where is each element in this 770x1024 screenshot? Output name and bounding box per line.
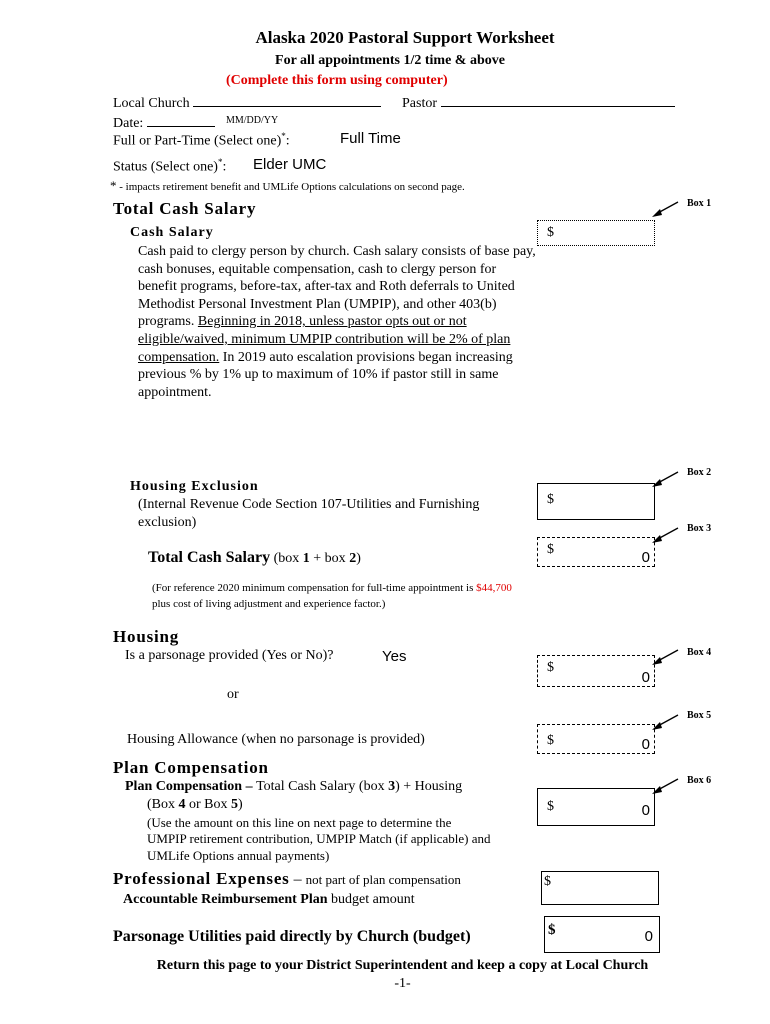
box2-input[interactable] — [537, 483, 655, 520]
box4-label: Box 4 — [687, 647, 712, 658]
box3-arrow-icon — [650, 526, 680, 546]
page-number: -1- — [394, 976, 411, 991]
box6-value: 0 — [641, 802, 650, 819]
plan-compensation-heading: Plan Compensation — [113, 758, 269, 777]
pastor-row — [402, 93, 675, 112]
reference-text: (For reference 2020 minimum compensation for full-time appointment is — [152, 582, 477, 594]
box3-label: Box 3 — [687, 523, 712, 534]
total-close-text: ) — [356, 551, 361, 566]
parsonage-utilities-input[interactable] — [544, 916, 660, 953]
box1-input[interactable] — [537, 220, 655, 246]
box3-currency: $ — [547, 542, 554, 557]
box6-input[interactable] — [537, 788, 655, 826]
date-label: Date: — [113, 116, 144, 131]
total-box2-ref: 2 — [349, 551, 357, 566]
box1-currency: $ — [547, 225, 554, 240]
fulltime-colon: : — [285, 133, 290, 149]
footnote-text: - impacts retirement benefit and UMLife Options calculations on second page. — [116, 181, 465, 193]
or-text: or — [227, 687, 239, 702]
local-church-row — [113, 93, 381, 112]
professional-expenses-currency: $ — [544, 874, 551, 889]
plan-line2-open: (Box — [147, 797, 179, 812]
housing-exclusion-text: (Internal Revenue Code Section 107-Utilities and Furnishing exclusion) — [138, 497, 480, 530]
page-subtitle: For all appointments 1/2 time & above — [275, 53, 505, 68]
accountable-plan-label: Accountable Reimbursement Plan — [123, 892, 328, 907]
box6-arrow-icon — [650, 777, 680, 797]
local-church-field[interactable] — [193, 93, 381, 107]
plan-note-line2: UMPIP retirement contribution, UMPIP Match (if applicable) and — [147, 831, 491, 846]
box2-arrow-icon — [650, 470, 680, 490]
status-asterisk: * — [217, 157, 223, 167]
parsonage-question: Is a parsonage provided (Yes or No)? — [125, 648, 334, 663]
date-field[interactable] — [147, 113, 215, 127]
professional-expenses-input[interactable] — [541, 871, 659, 905]
total-cash-salary-line — [148, 549, 361, 567]
box4-value: 0 — [641, 669, 650, 686]
box3-input[interactable] — [537, 537, 655, 567]
status-row — [113, 157, 226, 176]
fulltime-label: Full or Part-Time (Select one) — [113, 133, 282, 149]
box5-arrow-icon — [650, 713, 680, 733]
status-label: Status (Select one) — [113, 159, 218, 175]
total-box1-ref: 1 — [302, 551, 310, 566]
plan-line2-close: ) — [238, 797, 243, 812]
footer-instruction: Return this page to your District Superintendent and keep a copy at Local Church — [156, 958, 649, 973]
box3-value: 0 — [641, 549, 650, 566]
parsonage-utilities-label: Parsonage Utilities paid directly by Church (budget) — [113, 928, 471, 945]
professional-expenses-dash: – — [289, 871, 306, 888]
fulltime-row — [113, 131, 290, 150]
plan-compensation-line2 — [147, 797, 243, 813]
umpip-underlined-note: Beginning in 2018, unless pastor opts out or not eligible/waived, minimum UMPIP contribution will be 2% of plan compensation. — [138, 314, 511, 365]
fulltime-select[interactable]: Full Time — [340, 130, 401, 147]
cash-salary-description — [138, 243, 538, 401]
professional-expenses-heading: Professional Expenses — [113, 869, 290, 888]
professional-expenses-row — [113, 869, 461, 889]
plan-note-line3: UMLife Options annual payments) — [147, 848, 330, 863]
total-cash-salary-heading: Total Cash Salary — [113, 199, 257, 218]
professional-expenses-note: not part of plan compensation — [305, 872, 461, 887]
plan-compensation-line1 — [125, 779, 462, 795]
cash-salary-text: Cash paid to clergy person by church. Cash salary consists of base pay, cash bonuses, equitable compensation, cash to clergy person for benefit programs, before-tax, after-tax and Roth deferrals to United Methodist Personal Investment Plan (UMPIP), and other 403(b) programs. — [138, 244, 536, 330]
fulltime-asterisk: * — [281, 131, 286, 141]
reference-note-line2: plus cost of living adjustment and experience factor.) — [152, 598, 386, 610]
housing-exclusion-heading: Housing Exclusion — [130, 479, 259, 494]
escalation-text: In 2019 auto escalation provisions began increasing previous % by 1% up to maximum of 10% if pastor still in same appointment. — [138, 349, 513, 400]
box5-label: Box 5 — [687, 710, 712, 721]
date-row — [113, 113, 215, 132]
plan-box3-ref: 3 — [388, 779, 396, 794]
total-plus-text: + box — [309, 551, 350, 566]
reference-note-line1 — [152, 582, 512, 594]
plan-note-line1: (Use the amount on this line on next page to determine the — [147, 815, 452, 830]
page-title: Alaska 2020 Pastoral Support Worksheet — [255, 28, 555, 47]
box1-label: Box 1 — [687, 198, 712, 209]
plan-housing-text: ) + Housing — [395, 779, 463, 794]
footnote-asterisk: * — [110, 178, 117, 193]
box1-arrow-icon — [650, 200, 680, 220]
date-hint: MM/DD/YY — [226, 115, 279, 126]
status-colon: : — [222, 159, 227, 175]
box5-input[interactable] — [537, 724, 655, 754]
local-church-label: Local Church — [113, 96, 190, 111]
total-cash-salary-label: Total Cash Salary — [148, 549, 271, 566]
box4-currency: $ — [547, 660, 554, 675]
box2-label: Box 2 — [687, 467, 712, 478]
box2-currency: $ — [547, 492, 554, 507]
form-instruction: (Complete this form using computer) — [226, 73, 448, 88]
footnote — [110, 178, 465, 194]
box4-arrow-icon — [650, 648, 680, 668]
cash-salary-heading: Cash Salary — [130, 225, 214, 240]
parsonage-utilities-currency: $ — [548, 922, 556, 938]
plan-line2-or: or Box — [185, 797, 231, 812]
pastor-field[interactable] — [441, 93, 675, 107]
pastor-label: Pastor — [402, 96, 437, 111]
accountable-plan-rest: budget amount — [327, 892, 415, 907]
status-select[interactable]: Elder UMC — [253, 156, 327, 173]
plan-box5-ref: 5 — [231, 797, 238, 812]
plan-box4-ref: 4 — [178, 797, 186, 812]
housing-heading: Housing — [113, 627, 180, 646]
parsonage-select[interactable]: Yes — [382, 648, 407, 665]
box6-currency: $ — [547, 799, 554, 814]
box6-label: Box 6 — [687, 775, 712, 786]
parsonage-utilities-value: 0 — [644, 928, 653, 945]
total-formula-text: (box — [270, 551, 303, 566]
accountable-plan-row — [123, 892, 415, 908]
plan-formula-text: Total Cash Salary (box — [256, 779, 389, 794]
box4-input[interactable] — [537, 655, 655, 687]
box5-currency: $ — [547, 733, 554, 748]
reference-amount: $44,700 — [476, 582, 512, 594]
plan-compensation-label: Plan Compensation – — [125, 779, 257, 794]
housing-allowance-label: Housing Allowance (when no parsonage is provided) — [127, 732, 425, 747]
box5-value: 0 — [641, 736, 650, 753]
